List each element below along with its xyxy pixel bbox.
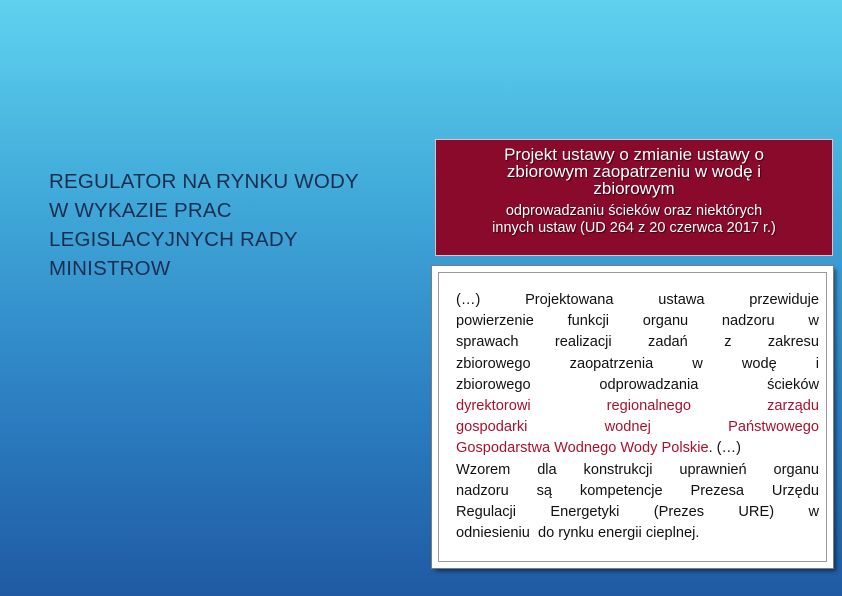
title-line-2: W WYKAZIE PRAC	[49, 199, 232, 222]
quote-word: sprawach	[456, 334, 519, 351]
bill-subtitle	[436, 203, 832, 237]
quote-word: gospodarki	[456, 419, 528, 436]
quote-line	[456, 438, 819, 459]
slide-title	[49, 167, 429, 283]
quote-line	[456, 332, 819, 353]
quote-word: kompetencje	[579, 482, 663, 499]
quote-word: dla	[537, 461, 557, 478]
quote-word: konstrukcji	[583, 461, 653, 478]
quote-word: wodnej	[604, 419, 651, 436]
quote-word: powierzenie	[456, 313, 534, 330]
quote-word: w	[808, 504, 819, 521]
quote-word: i	[815, 355, 819, 372]
quote-word: zbiorowego	[456, 376, 531, 393]
bill-title	[436, 146, 832, 197]
quote-line	[456, 523, 819, 544]
quote-word: Prezesa	[690, 482, 745, 499]
quote-word: zarządu	[767, 398, 819, 415]
quote-word: Urzędu	[771, 482, 819, 499]
quote-word: Energetyki	[550, 504, 620, 521]
quote-line	[456, 460, 819, 481]
quote-word: nadzoru	[456, 482, 509, 499]
quote-word: organu	[773, 461, 819, 478]
quote-word: organu	[642, 313, 689, 330]
quote-word: (Prezes	[653, 504, 705, 521]
quote-word: odprowadzania	[599, 376, 699, 393]
quote-word: (…)	[456, 292, 481, 308]
quote-word: Państwowego	[728, 419, 819, 436]
quote-line	[456, 375, 819, 396]
quote-word: funkcji	[567, 313, 609, 330]
bill-title-line-3: zbiorowym	[593, 179, 675, 198]
quote-word: regionalnego	[606, 398, 692, 415]
quote-word: wodę	[741, 355, 777, 372]
quote-line-highlight	[456, 417, 819, 438]
quote-highlight-text: Gospodarstwa Wodnego Wody Polskie	[456, 440, 709, 457]
quote-line	[456, 481, 819, 502]
quote-line	[456, 311, 819, 332]
quote-line	[456, 354, 819, 375]
bill-title-line-2: zbiorowym zaopatrzeniu w wodę i	[506, 162, 762, 181]
quote-line	[456, 502, 819, 523]
quote-word: zaopatrzenia	[569, 355, 654, 372]
title-line-4: MINISTROW	[49, 257, 171, 280]
quote-word: przewiduje	[749, 292, 819, 308]
bill-title-line-1: Projekt ustawy o zmianie ustawy o	[504, 145, 764, 164]
quote-word: odniesieniu do rynku energii cieplnej.	[456, 525, 700, 542]
quote-word: uprawnień	[679, 461, 747, 478]
quote-line	[456, 290, 819, 311]
title-line-3: LEGISLACYJNYCH RADY	[49, 228, 298, 251]
quote-word: ścieków	[767, 376, 819, 393]
quote-word: . (…)	[708, 440, 741, 457]
quote-word: zadań	[648, 334, 688, 351]
quote-line-highlight	[456, 396, 819, 417]
quote-word: Regulacji	[456, 504, 517, 521]
quote-word: są	[536, 482, 553, 499]
bill-header-box	[435, 139, 833, 256]
quote-word: w	[808, 313, 819, 330]
quote-word: w	[692, 355, 703, 372]
quote-word: ustawa	[658, 292, 705, 308]
quote-word: URE)	[738, 504, 775, 521]
quote-word: realizacji	[554, 334, 612, 351]
quote-box	[432, 266, 833, 568]
title-line-1: REGULATOR NA RYNKU WODY	[49, 170, 359, 193]
quote-word: zakresu	[767, 334, 819, 351]
quote-word: Wzorem	[456, 461, 511, 478]
bill-subtitle-line-1: odprowadzaniu ścieków oraz niektórych	[505, 203, 763, 219]
bill-subtitle-line-2: innych ustaw (UD 264 z 20 czerwca 2017 r.)	[492, 220, 776, 236]
quote-word: dyrektorowi	[456, 398, 531, 415]
quote-word: Projektowana	[525, 292, 614, 308]
quote-word: nadzoru	[721, 313, 775, 330]
quote-word: zbiorowego	[456, 355, 531, 372]
quote-text	[456, 290, 819, 544]
quote-word: z	[724, 334, 732, 351]
